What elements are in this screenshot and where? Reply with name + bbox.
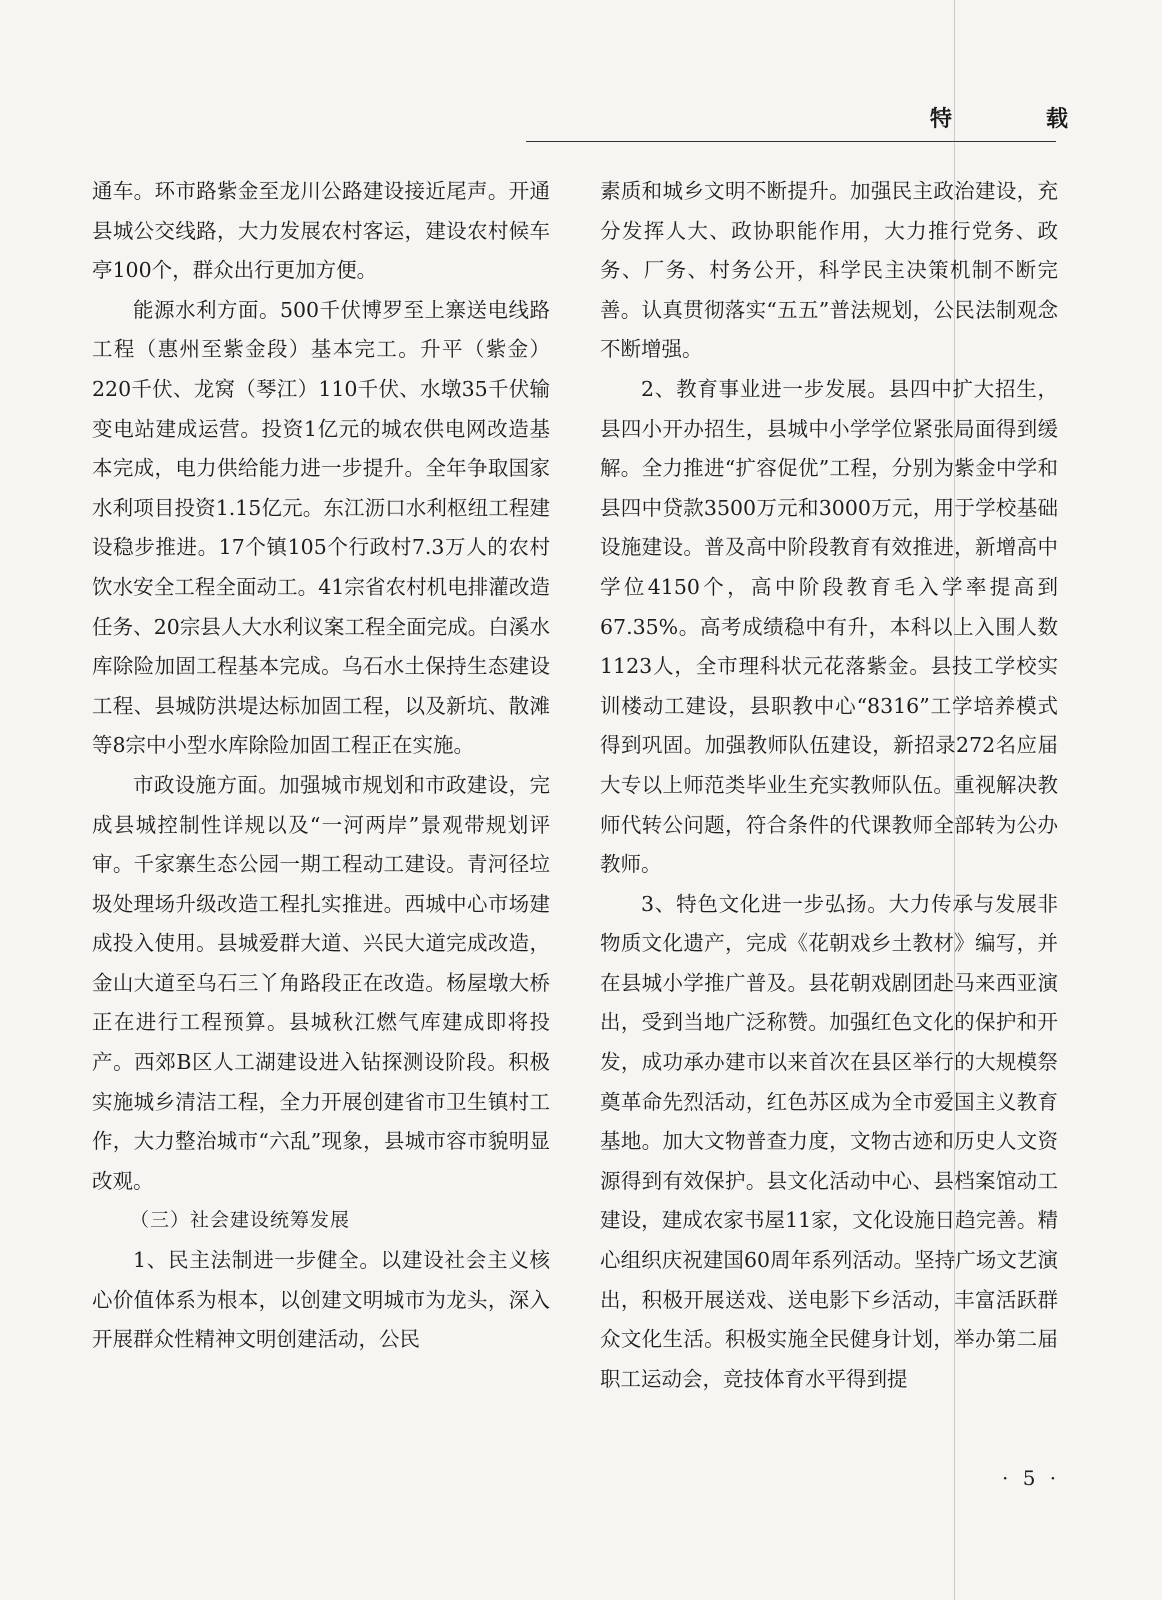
left-column (92, 172, 550, 1360)
running-header-title: 特 载 (930, 107, 1105, 132)
header-rule (526, 141, 1056, 142)
right-column (600, 172, 1058, 1399)
page-number: · 5 · (1002, 1466, 1061, 1490)
section-heading: （三）社会建设统筹发展 (130, 1209, 351, 1232)
paragraph: 能源水利方面。500千伏博罗至上寨送电线路工程（惠州至紫金段）基本完工。升平（紫金）220千伏、龙窝（琴江）110千伏、水墩35千伏输变电站建成运营。投资1亿元的城农供电网改造基本完成，电力供给能力进一步提升。全年争取国家水利项目投资1.15亿元。东江沥口水利枢纽工程建设稳步推进。17个镇105个行政村7.3万人的农村饮水安全工程全面动工。41宗省农村机电排灌改造任务、20宗县人大水利议案工程全面完成。白溪水库除险加固工程基本完成。乌石水土保持生态建设工程、县城防洪堤达标加固工程，以及新坑、散滩等8宗中小型水库除险加固工程正在实施。 (92, 297, 550, 758)
paragraph: 1、民主法制进一步健全。以建设社会主义核心价值体系为根本，以创建文明城市为龙头，深入开展群众性精神文明创建活动，公民 (92, 1248, 550, 1352)
paragraph: 2、教育事业进一步发展。县四中扩大招生，县四小开办招生，县城中小学学位紧张局面得到缓解。全力推进“扩容促优”工程，分别为紫金中学和县四中贷款3500万元和3000万元，用于学校基础设施建设。普及高中阶段教育有效推进，新增高中学位4150个，高中阶段教育毛入学率提高到67.35%。高考成绩稳中有升，本科以上入围人数1123人，全市理科状元花落紫金。县技工学校实训楼动工建设，县职教中心“8316”工学培养模式得到巩固。加强教师队伍建设，新招录272名应届大专以上师范类毕业生充实教师队伍。重视解决教师代转公问题，符合条件的代课教师全部转为公办教师。 (600, 376, 1058, 877)
paragraph: 3、特色文化进一步弘扬。大力传承与发展非物质文化遗产，完成《花朝戏乡土教材》编写，并在县城小学推广普及。县花朝戏剧团赴马来西亚演出，受到当地广泛称赞。加强红色文化的保护和开发，成功承办建市以来首次在县区举行的大规模祭奠革命先烈活动，红色苏区成为全市爱国主义教育基地。加大文物普查力度，文物古迹和历史人文资源得到有效保护。县文化活动中心、县档案馆动工建设，建成农家书屋11家，文化设施日趋完善。精心组织庆祝建国60周年系列活动。坚持广场文艺演出，积极开展送戏、送电影下乡活动，丰富活跃群众文化生活。积极实施全民健身计划，举办第二届职工运动会，竞技体育水平得到提 (600, 891, 1058, 1391)
paragraph: 市政设施方面。加强城市规划和市政建设，完成县城控制性详规以及“一河两岸”景观带规划评审。千家寨生态公园一期工程动工建设。青河径垃圾处理场升级改造工程扎实推进。西城中心市场建成投入使用。县城爱群大道、兴民大道完成改造，金山大道至乌石三丫角路段正在改造。杨屋墩大桥正在进行工程预算。县城秋江燃气库建成即将投产。西郊B区人工湖建设进入钻探测设阶段。积极实施城乡清洁工程，全力开展创建省市卫生镇村工作，大力整治城市“六乱”现象，县城市容市貌明显改观。 (92, 772, 550, 1193)
paragraph: 素质和城乡文明不断提升。加强民主政治建设，充分发挥人大、政协职能作用，大力推行党务、政务、厂务、村务公开，科学民主决策机制不断完善。认真贯彻落实“五五”普法规划，公民法制观念不断增强。 (600, 179, 1058, 362)
paragraph: 通车。环市路紫金至龙川公路建设接近尾声。开通县城公交线路，大力发展农村客运，建设农村候车亭100个，群众出行更加方便。 (92, 179, 550, 283)
